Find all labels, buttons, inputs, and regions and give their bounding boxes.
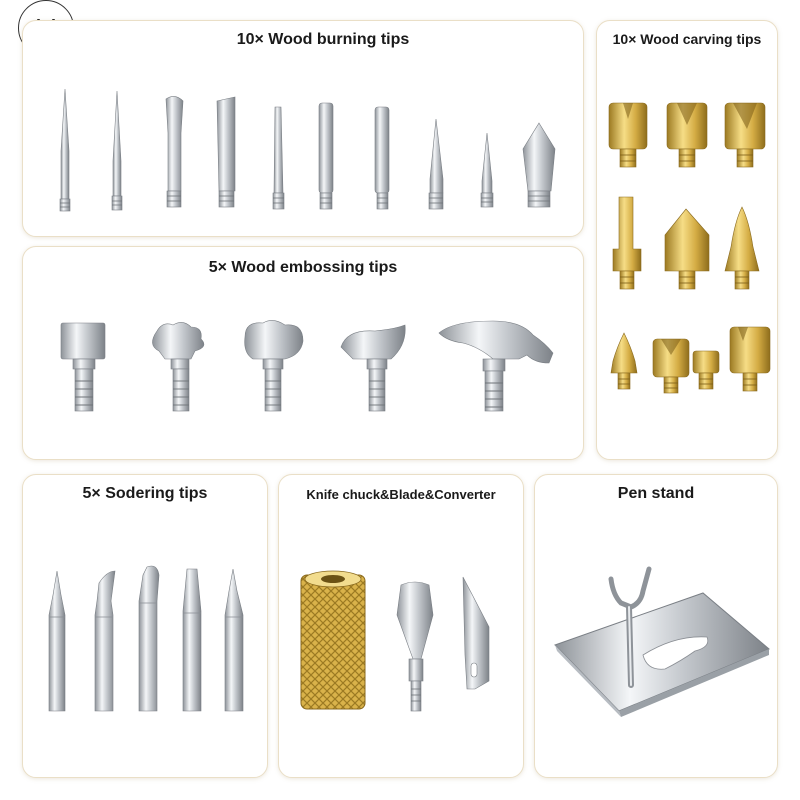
embossing-tips-image [23,247,584,460]
knurled-chuck [301,575,365,709]
panel-title-soldering: 5× Sodering tips [82,485,208,502]
panel-wood-carving-tips [596,20,778,460]
knife-chuck-image [279,475,524,778]
panel-soldering-tips [22,474,268,778]
panel-title-stand: Pen stand [617,485,695,502]
panel-title-embossing: 5× Wood embossing tips [208,259,398,276]
pen-stand-image [535,475,778,778]
panel-title-burning: 10× Wood burning tips [236,31,410,48]
soldering-tips-image [23,475,268,778]
panel-title-knife: Knife chuck&Blade&Converter [306,487,496,502]
panel-knife-chuck [278,474,524,778]
burning-tips-image [23,21,584,237]
carving-tips-image [597,21,778,460]
panel-pen-stand [534,474,778,778]
panel-wood-embossing-tips [22,246,584,460]
panel-title-carving: 10× Wood carving tips [612,31,762,47]
panel-wood-burning-tips [22,20,584,237]
